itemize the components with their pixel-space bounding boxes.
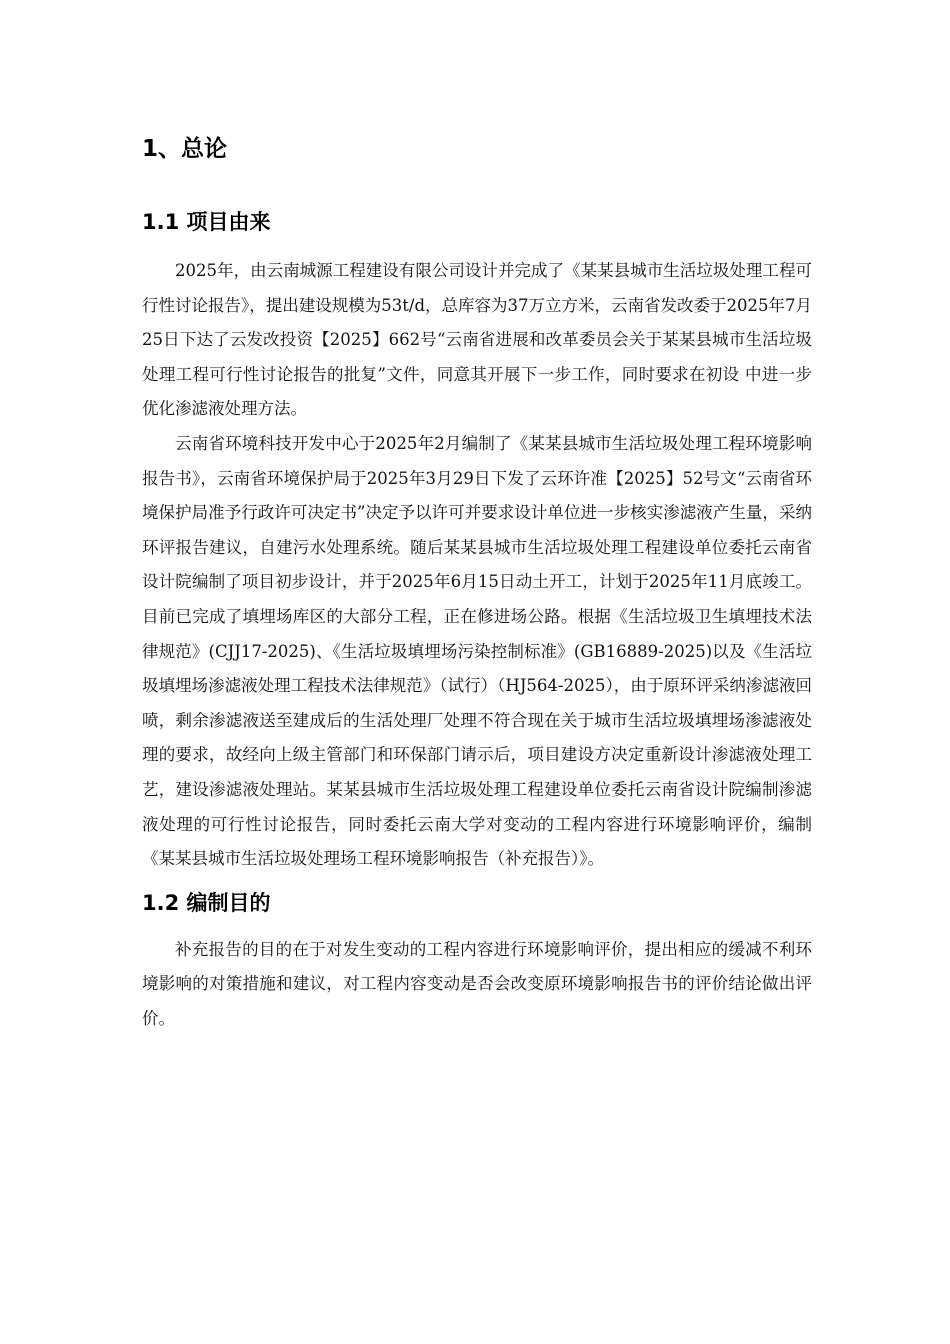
paragraph-origin-2: 云南省环境科技开发中心于2025年2月编制了《某某县城市生活垃圾处理工程环境影响报告书》，云南省环境保护局于2025年3月29日下发了云环许准【2025】52号文“云南省环境保护局准予行政许可决定书”决定予以许可并要求设计单位进一步核实渗滤液产生量，采纳环评报告建议，自建污水处理系统。随后某某县城市生活垃圾处理工程建设单位委托云南省设计院编制了项目初步设计，并于2025年6月15日动土开工，计划于2025年11月底竣工。目前已完成了填埋场库区的大部分工程，正在修进场公路。根据《生活垃圾卫生填埋技术法律规范》(CJJ17-2025)、《生活垃圾填埋场污染控制标准》(GB16889-2025)以及《生活垃圾填埋场渗滤液处理工程技术法律规范》（试行）（HJ564-2025），由于原环评采纳渗滤液回喷，剩余渗滤液送至建成后的生活处理厂处理不符合现在关于城市生活垃圾填埋场渗滤液处理的要求，故经向上级主管部门和环保部门请示后，项目建设方决定重新设计渗滤液处理工艺，建设渗滤液处理站。某某县城市生活垃圾处理工程建设单位委托云南省设计院编制渗滤液处理的可行性讨论报告，同时委托云南大学对变动的工程内容进行环境影响评价，编制《某某县城市生活垃圾处理场工程环境影响报告（补充报告）》。 [142,433,812,869]
paragraph-origin-1: 2025年，由云南城源工程建设有限公司设计并完成了《某某县城市生活垃圾处理工程可行性讨论报告》，提出建设规模为53t/d，总库容为37万立方米，云南省发改委于2025年7月25日下达了云发改投资【2025】662号“云南省进展和改革委员会关于某某县城市生活垃圾处理工程可行性讨论报告的批复”文件，同意其开展下一步工作，同时要求在初设 中进一步优化渗滤液处理方法。 [142,261,812,419]
chapter-title: 1、总论 [142,136,228,162]
section-heading-purpose: 1.2 编制目的 [142,890,271,915]
document-body [142,128,812,1036]
section-heading-origin: 1.1 项目由来 [142,210,271,234]
paragraph-purpose-1: 补充报告的目的在于对发生变动的工程内容进行环境影响评价，提出相应的缓减不利环境影响的对策措施和建议，对工程内容变动是否会改变原环境影响报告书的评价结论做出评价。 [142,939,812,1028]
